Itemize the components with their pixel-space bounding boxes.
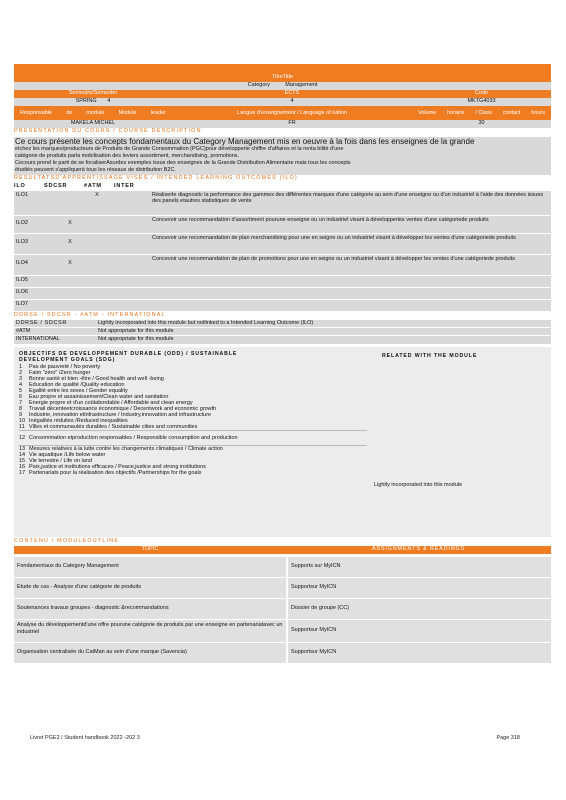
ects-value: 4 [290,98,294,104]
dd-text: Not appropriate for this module [98,327,174,334]
sdg-item: 2 Faim "zéro" /Zero hunger [19,369,91,376]
ilo-id: ILO2 [16,219,28,226]
sdg-list [19,364,367,476]
responsible-value: MAKELA MICHEL [70,120,116,126]
ilo-sdcsr [56,191,84,215]
content-assign: Supportsur MyICN [288,578,551,598]
volume-value: 30 [478,120,485,126]
ilo-col-inter: INTER [114,182,135,189]
ilo-atm [84,216,110,233]
ilo-id: ILO5 [16,276,28,283]
sdg-item: 15 Vie terrestre / Life on land [19,457,92,464]
ilo-id: ILO4 [16,259,28,266]
ilo-id: ILO3 [16,238,28,245]
sdg-item: 14 Vie aquatique /Life below water [19,451,106,458]
ilo-atm [84,255,110,275]
title-value-right: Management [285,82,318,88]
sdg-item: 5 Egalité entre les sexes / Gender equality [19,387,128,394]
dd-label: INTERNATIONAL [16,335,60,342]
presentation-line-4: étudiés peuvent s'appliquerà tous les réseaux de distribution B2C. [15,166,176,173]
ilo-atm [84,234,110,254]
dd-row [14,320,551,328]
sdg-item: 3 Bonne santé et bien -être / Good health and well -being [19,375,164,382]
top-bar [14,64,551,74]
sdg-item: 7 Energie propre et d'un coûtabordable / Affordable and clean energy [19,399,193,406]
content-assign: Supports sur MyICN [288,557,551,577]
resp-label-2: de [66,109,73,116]
presentation-line-1: etchez les marques/producteurs de Produits de Grande Consommation (PGC)pour développerle chiffre d'affaires et la renta bilité d'une [15,146,344,152]
sdg-item: 16 Paix,justice et institutions efficaces / Peace,justice and strong institutions [19,463,206,470]
course-sheet [14,64,551,664]
ilo-row [14,191,551,216]
content-row [14,599,551,620]
language-value: FR [288,120,296,126]
sdg-item: 4 Education de qualité /Quality education [19,381,125,388]
footer-page-number: Page 318 [496,735,520,741]
ilo-text: Concevoir une recommandation de plan merchandising pour une en seigne ou un industriel visant à développer les ventes d'une catégoriede produits [152,234,516,241]
sdg-item: 12 Consommation etproduction responsables / Responsible consumption and production [19,431,367,446]
content-row [14,557,551,578]
title-label: TitreTitle [14,74,551,82]
presentation-lead: Ce cours présente les concepts fondamentaux du Category Management mis en oeuvre à la fois dans les enseignes de la grande [15,137,475,146]
dd-header: DDRSE / SDCSR - #ATM - INTERNATIONAL [14,311,166,318]
ilo-id: ILO1 [16,191,28,198]
content-topic: Organisation centralisée du CatMan au sein d'une marque (Savencia) [14,643,286,663]
content-topic: Fondamentaux du Category Management [14,557,286,577]
sdg-left [14,347,372,537]
ilo-row [14,234,551,255]
title-value [14,82,551,90]
content-assign: Supportsur MyICN [288,643,551,663]
title-value-left: Category [247,82,270,88]
ilo-id: ILO6 [16,288,28,295]
content-row [14,643,551,664]
dd-row [14,328,551,336]
ilo-text: Concevoir une recommandation de plan de promotions pour une en seigne ou un industriel visant à développer les ventes d'une catégoriede produits [152,255,516,262]
vol-label-2: horaire [447,109,465,116]
ilo-id: ILO7 [16,300,28,307]
sdg-title-1: OBJECTIFS DE DEVELOPPEMENT DURABLE (ODD) / SUSTAINABLE [19,350,238,357]
content-row [14,620,551,643]
content-topic: Analyse du développementd'une offre pourune catégorie de produits par une enseigne en partenariatavec un industriel [14,620,286,642]
presentation-line-2: catégorie de produits parla mobilisation des leviers assortiment, merchandising, promotions. [15,152,240,159]
sdg-item: 17 Partenariats pour la réalisation des objectifs /Partnerships for the goals [19,469,202,476]
dd-label: #ATM [16,327,31,334]
sdg-right [372,347,551,537]
footer-left: Livret PGE2 / Student handbook 2022 -202 3 [30,735,140,741]
dd-label: DDRSE / SDCSR [16,319,67,326]
vol-label-4: contact [502,109,521,116]
page-footer [30,735,520,741]
sdg-block [14,347,551,537]
ilo-row [14,255,551,276]
ilo-col-ilo: ILO [14,182,26,189]
ilo-row [14,300,551,312]
code-value: MKTG4033 [467,98,496,104]
ilo-atm: X [95,191,99,198]
dd-text: Not appropriate for this module [98,335,174,342]
ilo-header: RESULTATSD'APPRENTISSAGE VISES / INTENDED LEARNING OUTCOMES (ILO) [14,174,298,181]
presentation-header: PRESENTATION DU COURS / COURSE DESCRIPTION [14,128,202,134]
resp-label-1: Responsable [20,109,53,116]
responsible-label [14,110,172,117]
presentation-body [14,137,551,175]
sdg-item: 1 Pas de pauvreté / No poverty [19,363,101,370]
content-col-assign: ASSIGNMENTS & READINGS [371,545,466,552]
sdg-item: 13 Mesures relatives à la lutte contre les changements climatiques / Climate action [19,445,223,452]
resp-label-3: module [86,109,105,116]
semester-name: SPRING [75,98,97,104]
content-header: CONTENU / MODULEOUTLINE [14,537,120,544]
content-topic: Soutenances travaux groupes - diagnostic &recommandations [14,599,286,619]
content-assign: Dossier de groupe (CC) [288,599,551,619]
ilo-columns [14,183,551,191]
vol-label-5: hours [531,109,545,116]
content-assign: Supportsur MyICN [288,620,551,642]
ilo-text: Concevoir une recommandation d'assortiment pourune enseigne ou un industriel visant à développerles ventes d'une catégoriede produits [152,216,489,223]
ects-label: ECTS [284,90,300,96]
sdg-item: 6 Eau propre et assainissement/Clean water and sanitation [19,393,169,400]
code-label: Code [474,90,489,96]
presentation-line-3: Cecours prend le parti de se focaliserAsurdes exemples issus des enseignes de la Grande Distribution Alimentaire mais tous les concepts [15,159,351,166]
ilo-text: Réaliserle diagnostic la performance des gammes des différentes marques d'une catégorie au sein d'une enseigne ou d'un industriel à l'aide des données issues des panels etautres statistiques de vente [152,191,544,205]
dd-text: Lightly incorporated into this module but notlinked to a Intended Learning Outcome (ILO) [98,319,314,326]
sdg-related-header: RELATED WITH THE MODULE [382,352,478,359]
ilo-row [14,288,551,300]
resp-label-5: leader [150,109,166,116]
dd-row [14,336,551,344]
sdg-item: 9 Industrie, innovation etinfrastructure / Industry,innovation and infrastructure [19,411,212,418]
ilo-sdcsr: X [68,219,72,226]
content-topic: Etude de cas - Analyse d'une catégorie de produits [14,578,286,598]
ilo-col-atm: #ATM [84,182,102,189]
sdg-title-2: DEVELOPMENT GOALS (SDG) [19,356,116,363]
content-table [14,557,551,664]
content-row [14,578,551,599]
sdg-item: 8 Travail décenteetcroissance économique / Decentwork and economic growth [19,405,217,412]
language-label: Langue d'enseignement / Language of tuition [237,109,347,116]
ilo-sdcsr: X [68,238,72,245]
volume-label [412,110,551,117]
semester-number: 4 [107,98,111,104]
vol-label-3: / Class [475,109,492,116]
ilo-col-sdcsr: SDCSR [44,182,68,189]
semester-value [14,98,172,106]
semester-label: Semestre/Semester [68,90,118,96]
ilo-row [14,216,551,234]
dd-table [14,320,551,344]
ilo-sdcsr: X [68,259,72,266]
vol-label-1: Volume [418,109,437,116]
ilo-table [14,191,551,312]
content-col-topic: TOPIC [141,545,159,552]
ilo-row [14,276,551,288]
resp-label-4: Module [118,109,137,116]
sdg-related-note: Lightly incorporated into this module [374,481,463,488]
sdg-item: 11 Villes et communautés durables / Sustainable cities and communities [19,424,367,431]
content-columns [14,546,551,554]
sdg-item: 10 Inégalités réduites /Reduced inequalities [19,417,128,424]
